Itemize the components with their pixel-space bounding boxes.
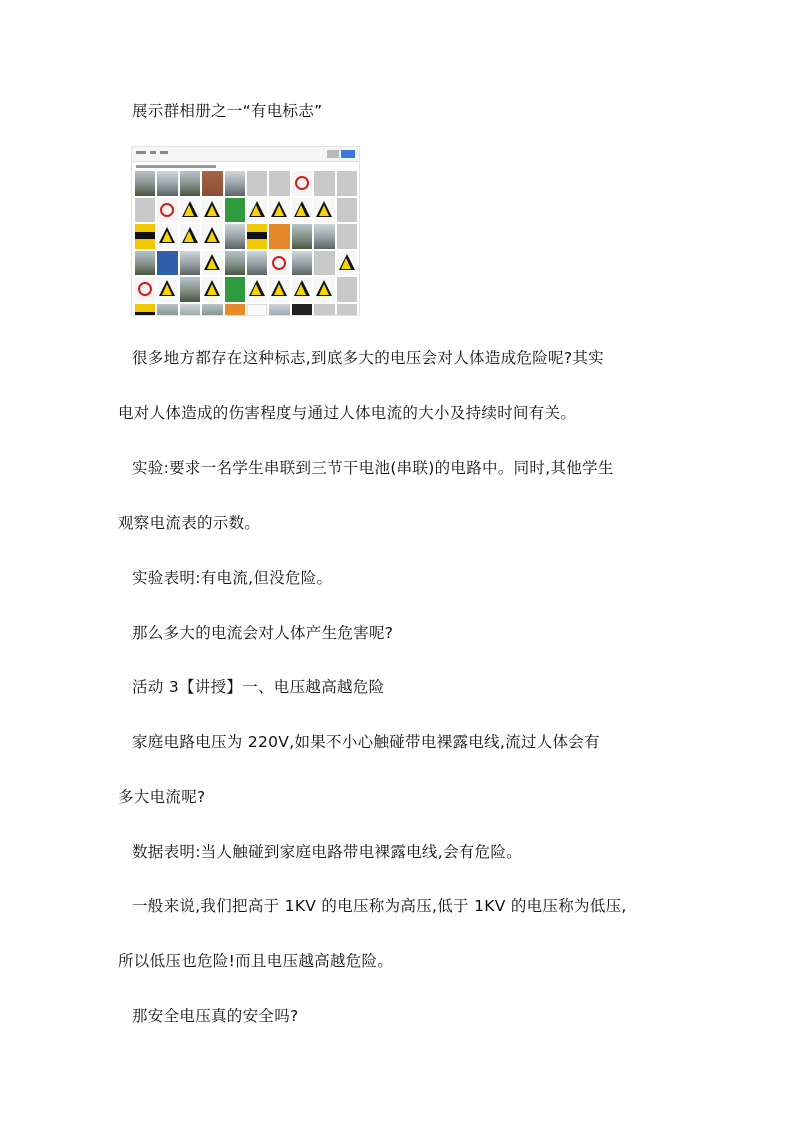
gallery-thumbnail bbox=[247, 277, 267, 302]
gallery-thumbnail bbox=[269, 251, 289, 276]
sign-gallery-image bbox=[131, 146, 360, 316]
toolbar-tab bbox=[136, 151, 146, 154]
gallery-thumbnail bbox=[292, 198, 312, 223]
gallery-thumbnail bbox=[135, 251, 155, 276]
gallery-thumbnail bbox=[292, 224, 312, 249]
gallery-subtitle-bar bbox=[136, 165, 216, 168]
gallery-thumbnail bbox=[247, 224, 267, 249]
toolbar-button bbox=[327, 150, 339, 158]
paragraph-3: 电对人体造成的伤害程度与通过人体电流的大小及持续时间有关。 bbox=[118, 404, 577, 422]
gallery-thumbnail bbox=[337, 198, 357, 223]
gallery-thumbnail bbox=[180, 277, 200, 302]
gallery-thumbnail bbox=[157, 277, 177, 302]
gallery-thumbnail bbox=[314, 304, 334, 317]
gallery-thumbnail bbox=[337, 251, 357, 276]
gallery-thumbnail bbox=[180, 224, 200, 249]
paragraph-14: 那安全电压真的安全吗? bbox=[132, 1007, 299, 1025]
gallery-grid bbox=[135, 171, 357, 316]
gallery-thumbnail bbox=[225, 198, 245, 223]
gallery-thumbnail bbox=[180, 198, 200, 223]
gallery-thumbnail bbox=[135, 198, 155, 223]
gallery-thumbnail bbox=[269, 277, 289, 302]
paragraph-5: 观察电流表的示数。 bbox=[118, 514, 261, 532]
paragraph-13: 所以低压也危险!而且电压越高越危险。 bbox=[118, 952, 394, 970]
gallery-thumbnail bbox=[180, 171, 200, 196]
gallery-thumbnail bbox=[157, 171, 177, 196]
gallery-thumbnail bbox=[225, 224, 245, 249]
gallery-thumbnail bbox=[337, 277, 357, 302]
toolbar-upload-button bbox=[341, 150, 355, 158]
gallery-toolbar bbox=[132, 147, 359, 162]
gallery-thumbnail bbox=[225, 304, 245, 317]
gallery-thumbnail bbox=[157, 224, 177, 249]
gallery-thumbnail bbox=[269, 171, 289, 196]
gallery-thumbnail bbox=[135, 277, 155, 302]
gallery-thumbnail bbox=[247, 304, 267, 317]
gallery-thumbnail bbox=[247, 198, 267, 223]
gallery-thumbnail bbox=[314, 224, 334, 249]
gallery-thumbnail bbox=[337, 224, 357, 249]
gallery-thumbnail bbox=[269, 304, 289, 317]
gallery-thumbnail bbox=[157, 304, 177, 317]
gallery-thumbnail bbox=[314, 251, 334, 276]
gallery-thumbnail bbox=[292, 304, 312, 317]
gallery-thumbnail bbox=[292, 277, 312, 302]
gallery-thumbnail bbox=[202, 171, 222, 196]
gallery-thumbnail bbox=[314, 171, 334, 196]
gallery-caption: 展示群相册之一“有电标志” bbox=[132, 102, 323, 120]
gallery-thumbnail bbox=[247, 171, 267, 196]
gallery-thumbnail bbox=[225, 277, 245, 302]
gallery-thumbnail bbox=[314, 277, 334, 302]
gallery-thumbnail bbox=[314, 198, 334, 223]
paragraph-6: 实验表明:有电流,但没危险。 bbox=[132, 569, 333, 587]
gallery-thumbnail bbox=[202, 198, 222, 223]
gallery-thumbnail bbox=[247, 251, 267, 276]
paragraph-8: 活动 3【讲授】一、电压越高越危险 bbox=[132, 678, 385, 696]
gallery-thumbnail bbox=[157, 198, 177, 223]
gallery-thumbnail bbox=[269, 224, 289, 249]
gallery-thumbnail bbox=[337, 171, 357, 196]
gallery-thumbnail bbox=[202, 224, 222, 249]
gallery-thumbnail bbox=[292, 251, 312, 276]
gallery-thumbnail bbox=[202, 277, 222, 302]
gallery-thumbnail bbox=[202, 251, 222, 276]
gallery-thumbnail bbox=[202, 304, 222, 317]
paragraph-7: 那么多大的电流会对人体产生危害呢? bbox=[132, 624, 394, 642]
gallery-thumbnail bbox=[292, 171, 312, 196]
toolbar-tab bbox=[150, 151, 156, 154]
gallery-thumbnail bbox=[180, 251, 200, 276]
gallery-thumbnail bbox=[135, 171, 155, 196]
paragraph-10: 多大电流呢? bbox=[118, 788, 206, 806]
gallery-thumbnail bbox=[135, 224, 155, 249]
paragraph-12: 一般来说,我们把高于 1KV 的电压称为高压,低于 1KV 的电压称为低压, bbox=[132, 897, 627, 915]
gallery-thumbnail bbox=[269, 198, 289, 223]
gallery-thumbnail bbox=[337, 304, 357, 317]
gallery-thumbnail bbox=[157, 251, 177, 276]
gallery-thumbnail bbox=[225, 171, 245, 196]
paragraph-4: 实验:要求一名学生串联到三节干电池(串联)的电路中。同时,其他学生 bbox=[132, 459, 614, 477]
paragraph-2: 很多地方都存在这种标志,到底多大的电压会对人体造成危险呢?其实 bbox=[132, 349, 604, 367]
paragraph-9: 家庭电路电压为 220V,如果不小心触碰带电裸露电线,流过人体会有 bbox=[132, 733, 600, 751]
toolbar-tab bbox=[160, 151, 168, 154]
gallery-thumbnail bbox=[225, 251, 245, 276]
gallery-thumbnail bbox=[135, 304, 155, 317]
paragraph-11: 数据表明:当人触碰到家庭电路带电裸露电线,会有危险。 bbox=[132, 843, 522, 861]
gallery-thumbnail bbox=[180, 304, 200, 317]
